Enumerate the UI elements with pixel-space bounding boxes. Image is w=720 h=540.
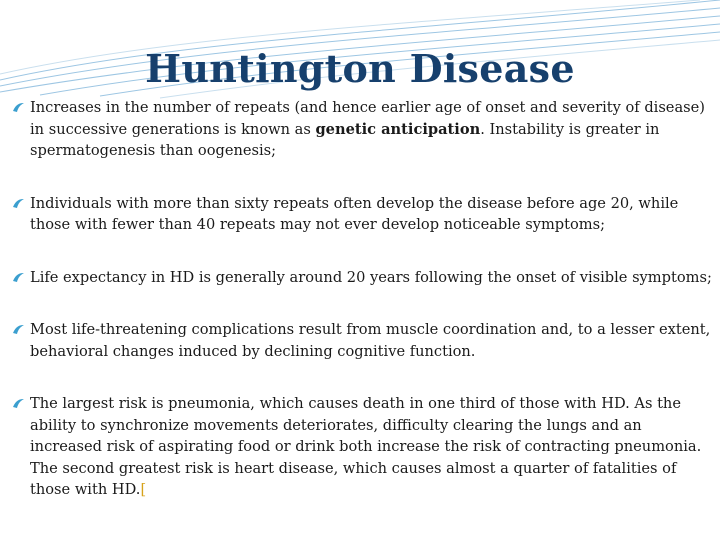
list-item <box>12 393 714 501</box>
bullet-list <box>12 97 714 532</box>
swoosh-bullet-icon <box>12 198 25 209</box>
swoosh-bullet-icon <box>12 324 25 335</box>
swoosh-bullet-icon <box>12 102 25 113</box>
list-item <box>12 193 714 236</box>
bullet-text-end: . Instability is greater in spermatogenesis than oogenesis; <box>30 120 660 159</box>
page-title: Huntington Disease <box>145 46 575 91</box>
bullet-text: Life expectancy in HD is generally around 20 years following the onset of visible symptoms; <box>30 268 712 286</box>
swoosh-bullet-icon <box>12 398 25 409</box>
list-item <box>12 267 714 289</box>
list-item <box>12 319 714 362</box>
bullet-text: Individuals with more than sixty repeats often develop the disease before age 20, while those with fewer than 40 repeats may not ever develop noticeable symptoms; <box>30 194 679 233</box>
citation-link[interactable]: [ <box>140 481 147 498</box>
bullet-text: Most life-threatening complications result from muscle coordination and, to a lesser extent, behavioral changes induced by declining cognitive function. <box>30 321 711 360</box>
list-item <box>12 97 714 162</box>
bullet-text: Increases in the number of repeats (and hence earlier age of onset and severity of disease) in successive generations is known as <box>30 99 705 138</box>
swoosh-bullet-icon <box>12 272 25 283</box>
bullet-emphasis: genetic anticipation <box>315 120 481 138</box>
bullet-text: The largest risk is pneumonia, which causes death in one third of those with HD. As the ability to synchronize movements deteriorates, difficulty clearing the lungs and an increased risk of aspirating food or drink both increase the risk of contracting pneumonia. The second greatest risk is heart disease, which causes almost a quarter of fatalities of those with HD. <box>30 395 702 498</box>
